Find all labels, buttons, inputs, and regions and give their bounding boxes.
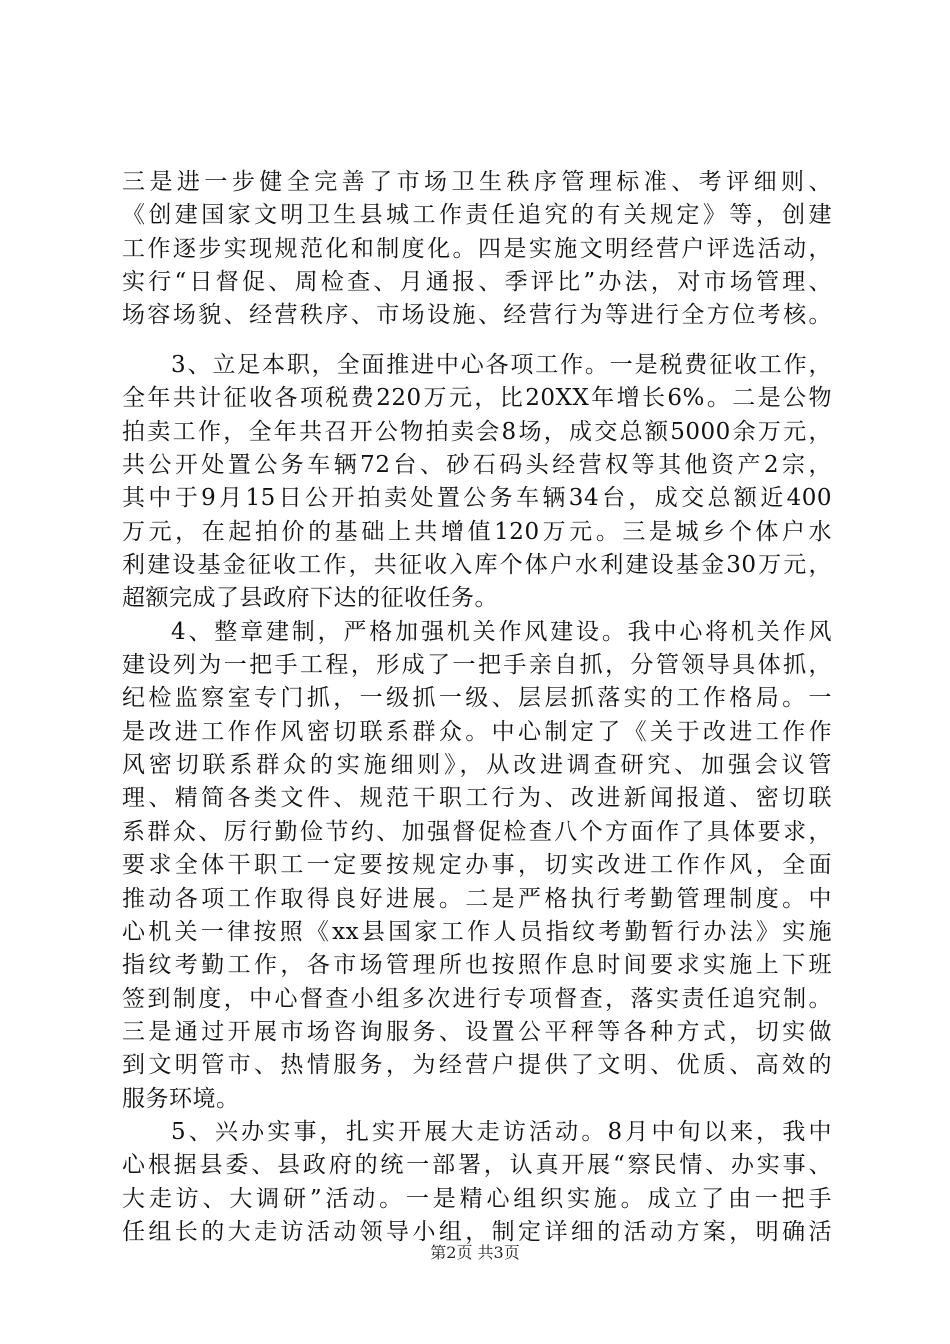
body-text-line: 工作逐步实现规范化和制度化。四是实施文明经营户评选活动， xyxy=(122,236,832,262)
body-text-line: 风密切联系群众的实施细则》，从改进调查研究、加强会议管 xyxy=(122,752,832,778)
paragraph-3-start: 3、立足本职，全面推进中心各项工作。一是税费征收工作， xyxy=(171,352,832,378)
body-text-line: 拍卖工作，全年共召开公物拍卖会8场，成交总额5000余万元， xyxy=(122,419,832,445)
page-number-footer: 第2页 共3页 xyxy=(430,1243,520,1262)
paragraph-4-start: 4、整章建制，严格加强机关作风建设。我中心将机关作风 xyxy=(171,619,832,645)
body-text-line: 实行“日督促、周检查、月通报、季评比”办法，对市场管理、 xyxy=(122,269,832,295)
body-text-line: 任组长的大走访活动领导小组，制定详细的活动方案，明确活 xyxy=(122,1219,832,1245)
body-text-line: 系群众、厉行勤俭节约、加强督促检查八个方面作了具体要求， xyxy=(122,819,832,845)
body-text-line: 场容场貌、经营秩序、市场设施、经营行为等进行全方位考核。 xyxy=(122,302,832,328)
body-text-line: 心机关一律按照《xx县国家工作人员指纹考勤暂行办法》实施 xyxy=(122,919,832,945)
body-text-line: 利建设基金征收工作，共征收入库个体户水利建设基金30万元， xyxy=(122,552,832,578)
body-text-line: 其中于9月15日公开拍卖处置公务车辆34台，成交总额近400 xyxy=(122,485,832,511)
body-text-line: 《创建国家文明卫生县城工作责任追究的有关规定》等，创建 xyxy=(122,202,832,228)
body-text-line: 指纹考勤工作，各市场管理所也按照作息时间要求实施上下班 xyxy=(122,952,832,978)
body-text-line: 要求全体干职工一定要按规定办事，切实改进工作作风，全面 xyxy=(122,852,832,878)
body-text-line: 万元，在起拍价的基础上共增值120万元。三是城乡个体户水 xyxy=(122,519,832,545)
body-text-line: 全年共计征收各项税费220万元，比20XX年增长6%。二是公物 xyxy=(122,385,832,411)
body-text-line: 大走访、大调研”活动。一是精心组织实施。成立了由一把手 xyxy=(122,1186,832,1212)
body-text-line: 超额完成了县政府下达的征收任务。 xyxy=(122,585,498,611)
body-text-line: 三是通过开展市场咨询服务、设置公平秤等各种方式，切实做 xyxy=(122,1019,832,1045)
body-text-line: 共公开处置公务车辆72台、砂石码头经营权等其他资产2宗， xyxy=(122,452,832,478)
body-text-line: 是改进工作作风密切联系群众。中心制定了《关于改进工作作 xyxy=(122,719,832,745)
body-text-line: 建设列为一把手工程，形成了一把手亲自抓，分管领导具体抓， xyxy=(122,652,832,678)
body-text-line: 推动各项工作取得良好进展。二是严格执行考勤管理制度。中 xyxy=(122,886,832,912)
paragraph-5-start: 5、兴办实事，扎实开展大走访活动。8月中旬以来，我中 xyxy=(171,1119,832,1145)
body-text-line: 理、精简各类文件、规范干职工行为、改进新闻报道、密切联 xyxy=(122,785,832,811)
body-text-line: 纪检监察室专门抓，一级抓一级、层层抓落实的工作格局。一 xyxy=(122,685,832,711)
body-text-line: 到文明管市、热情服务，为经营户提供了文明、优质、高效的 xyxy=(122,1052,832,1078)
body-text-line: 心根据县委、县政府的统一部署，认真开展“察民情、办实事、 xyxy=(122,1152,832,1178)
body-text-line: 三是进一步健全完善了市场卫生秩序管理标准、考评细则、 xyxy=(122,169,832,195)
body-text-line: 服务环境。 xyxy=(122,1086,240,1112)
body-text-line: 签到制度，中心督查小组多次进行专项督查，落实责任追究制。 xyxy=(122,986,832,1012)
